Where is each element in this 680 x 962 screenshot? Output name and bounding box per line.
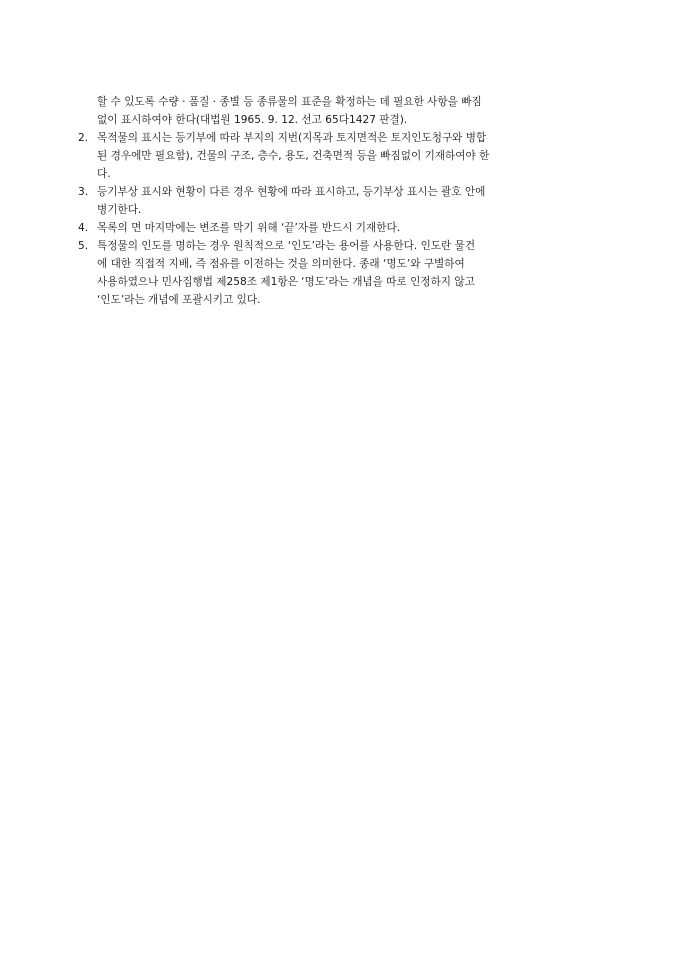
- text-line: 사용하였으나 민사집행법 제258조 제1항은 ‘명도’라는 개념을 따로 인정하지 않고: [97, 276, 475, 288]
- text-line: 다.: [97, 168, 111, 180]
- text-line: 특정물의 인도를 명하는 경우 원칙적으로 ‘인도’라는 용어를 사용한다. 인도란 물건: [97, 240, 476, 252]
- list-item-2: [78, 129, 608, 183]
- text-line: 할 수 있도록 수량 · 품질 · 종별 등 종류물의 표준을 확정하는 데 필요한 사항을 빠짐: [97, 96, 482, 108]
- list-item-3: [78, 183, 608, 219]
- text-line: 병기한다.: [97, 204, 142, 216]
- item-number: 4.: [78, 222, 89, 234]
- list-item-5: [78, 237, 608, 309]
- text-line: ‘인도’라는 개념에 포괄시키고 있다.: [97, 294, 261, 306]
- text-line: 없이 표시하여야 한다(대법원 1965. 9. 12. 선고 65다1427 판결).: [97, 114, 408, 126]
- text-line: 된 경우에만 필요함), 건물의 구조, 층수, 용도, 건축면적 등을 빠짐없이 기재하여야 한: [97, 150, 490, 162]
- item-number: 5.: [78, 240, 89, 252]
- list-item-4: [78, 219, 608, 237]
- text-line: 목록의 면 마지막에는 변조를 막기 위해 ‘끝’자를 반드시 기재한다.: [97, 222, 401, 234]
- text-line: 등기부상 표시와 현황이 다른 경우 현황에 따라 표시하고, 등기부상 표시는 괄호 안에: [97, 186, 486, 198]
- item-number: 2.: [78, 132, 89, 144]
- text-line: 에 대한 직접적 지배, 즉 점유를 이전하는 것을 의미한다. 종래 ‘명도’와 구별하여: [97, 258, 465, 270]
- text-line: 목적물의 표시는 등기부에 따라 부지의 지번(지목과 토지면적은 토지인도청구와 병합: [97, 132, 487, 144]
- continued-paragraph: [78, 93, 608, 129]
- document-body: [78, 93, 608, 309]
- item-number: 3.: [78, 186, 89, 198]
